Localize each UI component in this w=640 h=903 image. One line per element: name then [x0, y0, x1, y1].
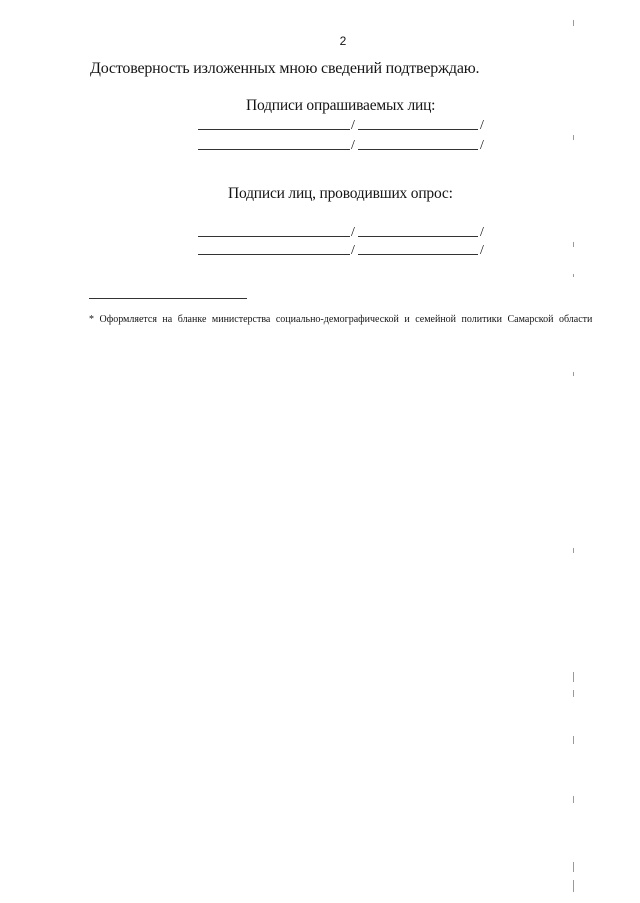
- respondent-signature-line: [198, 116, 488, 133]
- name-blank: [358, 129, 478, 130]
- scan-artifact: [573, 548, 574, 553]
- scan-artifact: [573, 372, 574, 376]
- respondent-signature-line: [198, 136, 488, 153]
- name-blank: [358, 254, 478, 255]
- separator-slash: /: [351, 225, 355, 240]
- scan-artifact: [573, 135, 574, 140]
- separator-slash: /: [480, 243, 484, 258]
- signature-blank: [198, 129, 350, 130]
- scan-artifact: [573, 862, 574, 872]
- signature-blank: [198, 254, 350, 255]
- signature-blank: [198, 149, 350, 150]
- scan-artifact: [573, 736, 574, 744]
- name-blank: [358, 236, 478, 237]
- separator-slash: /: [351, 243, 355, 258]
- interviewer-signature-line: [198, 223, 488, 240]
- footnote-separator: [89, 298, 247, 299]
- scan-artifact: [573, 274, 574, 277]
- signature-blank: [198, 236, 350, 237]
- separator-slash: /: [480, 118, 484, 133]
- scan-artifact: [573, 796, 574, 803]
- scan-artifact: [573, 690, 574, 697]
- interviewers-signatures-heading: Подписи лиц, проводивших опрос:: [228, 185, 453, 202]
- scan-artifact: [573, 880, 574, 892]
- separator-slash: /: [480, 225, 484, 240]
- separator-slash: /: [351, 138, 355, 153]
- footnote: * Оформляется на бланке министерства социально-демографической и семейной политики Самарской области: [89, 314, 593, 325]
- name-blank: [358, 149, 478, 150]
- confirmation-statement: Достоверность изложенных мною сведений подтверждаю.: [90, 60, 480, 77]
- page-number: 2: [339, 34, 347, 48]
- separator-slash: /: [480, 138, 484, 153]
- scan-artifact: [573, 20, 574, 26]
- separator-slash: /: [351, 118, 355, 133]
- scan-artifact: [573, 242, 574, 247]
- interviewer-signature-line: [198, 241, 488, 258]
- scan-artifact: [573, 672, 574, 682]
- respondents-signatures-heading: Подписи опрашиваемых лиц:: [246, 97, 436, 114]
